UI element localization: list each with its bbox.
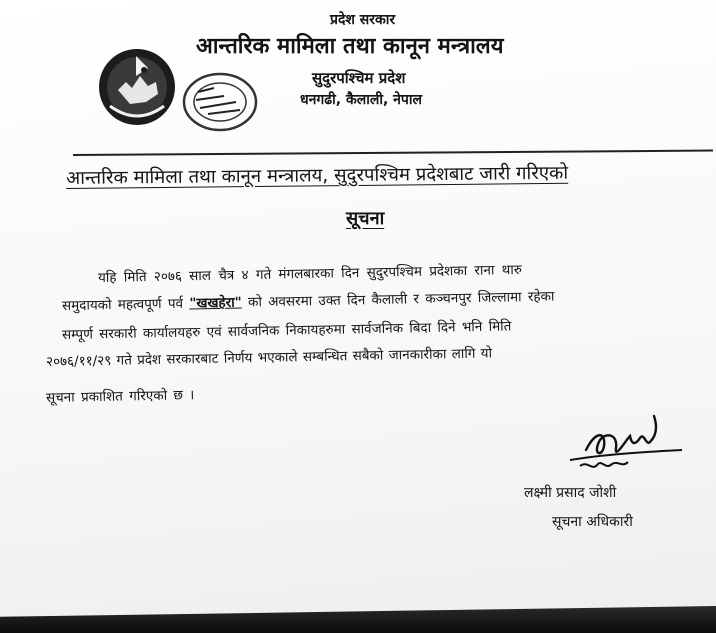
festival-name: "खखहेरा" [189, 294, 242, 312]
handwritten-signature [566, 410, 686, 480]
stamp-seal-icon [180, 70, 260, 134]
body-line-2 [62, 287, 555, 314]
government-label: प्रदेश सरकार [330, 12, 396, 28]
nepal-emblem-icon [96, 46, 178, 128]
body-line-4: २०७६/११/२९ गते प्रदेश सरकारबाट निर्णय भएकाले सम्बन्धित सबैको जानकारीका लागि यो [45, 345, 493, 370]
ministry-name: आन्तरिक मामिला तथा कानून मन्त्रालय [196, 34, 504, 59]
body-line-2-end: को अवसरमा उक्त दिन कैलाली र कञ्चनपुर जिल्लामा रहेका [247, 288, 555, 311]
body-line-3: सम्पूर्ण सरकारी कार्यालयहरु एवं सार्वजनिक निकायहरुमा सार्वजनिक बिदा दिने भनि मिति [61, 318, 512, 343]
photo-background-edge [0, 606, 716, 633]
notice-title: आन्तरिक मामिला तथा कानून मन्त्रालय, सुदुरपश्चिम प्रदेशबाट जारी गरिएको [65, 162, 569, 189]
notice-subtitle: सूचना [346, 208, 385, 229]
signatory-name: लक्ष्मी प्रसाद जोशी [524, 485, 617, 501]
body-line-1: यहि मिति २०७६ साल चैत्र ४ गते मंगलबारका दिन सुदुरपश्चिम प्रदेशका राना थारु [97, 261, 523, 286]
body-line-2-start: समुदायको महत्वपूर्ण पर्व [61, 295, 184, 314]
body-line-5: सूचना प्रकाशित गरिएको छ । [45, 387, 195, 406]
header-divider [73, 150, 713, 156]
province-name: सुदुरपश्चिम प्रदेश [312, 69, 406, 87]
signatory-role: सूचना अधिकारी [552, 514, 633, 530]
office-address: धनगढी, कैलाली, नेपाल [300, 92, 422, 108]
